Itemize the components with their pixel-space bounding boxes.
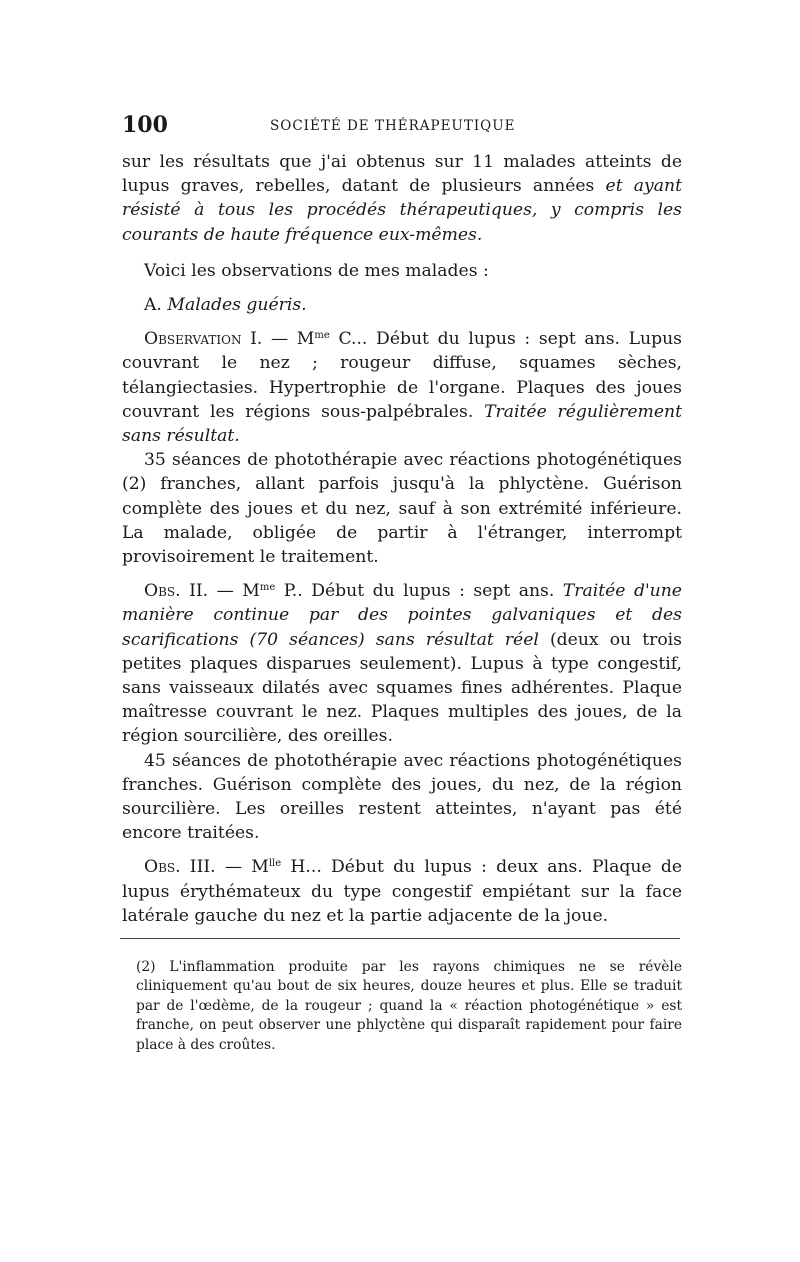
intro-italic-text: et ayant résisté à tous les procédés thérapeutiques, y compris les courants de haute fréquence eux-mêmes.: [122, 176, 682, 245]
obs3-text: H... Début du lupus : deux ans. Plaque de lupus érythémateux du type congestif empiétant sur la face latérale gauche du nez et la partie adjacente de la joue.: [122, 857, 682, 926]
observation-1-treatment: [122, 448, 682, 569]
obs1-italic: Traitée régulièrement sans résultat.: [122, 401, 682, 447]
footnote: [122, 958, 682, 1055]
page-number: 100: [122, 112, 168, 138]
obs3-sup: lle: [268, 858, 282, 870]
body-text: [122, 150, 682, 928]
voici-text: Voici les observations de mes malades :: [144, 260, 489, 281]
footnote-text: (2) L'inflammation produite par les rayons chimiques ne se révèle cliniquement qu'au bout de six heures, douze heures et plus. Elle se traduit par de l'œdème, de la rougeur ; quand la « réaction photogénétique » est franche, on peut observer une phlyctène qui disparaît rapidement pour faire place à des croûtes.: [136, 959, 682, 1053]
observation-1: [122, 327, 682, 448]
obs1-sup: me: [314, 330, 330, 342]
obs3-dash: — M: [215, 857, 269, 878]
section-a-letter: A.: [144, 295, 162, 316]
intro-text: sur les résultats que j'ai obtenus sur 11 malades atteints de lupus graves, rebelles, datant de plusieurs années: [122, 152, 682, 197]
obs2-label: Obs. II.: [144, 581, 209, 602]
obs1-dash: — M: [262, 329, 315, 350]
obs2-text2: (deux ou trois petites plaques disparues seulement). Lupus à type congestif, sans vaisseaux dilatés avec squames fines adhérentes. Plaque maîtresse couvrant le nez. Plaques multiples des joues, de la région sourcilière, des oreilles.: [122, 629, 682, 747]
running-title: SOCIÉTÉ DE THÉRAPEUTIQUE: [270, 118, 516, 134]
section-a-heading: [122, 293, 682, 317]
section-a-title: Malades guéris.: [167, 295, 307, 316]
obs3-label: Obs. III.: [144, 857, 216, 878]
obs2-italic: Traitée d'une manière continue par des pointes galvaniques et des scarifications (70 séances) sans résultat réel: [122, 581, 682, 650]
obs2-text1: P.. Début du lupus : sept ans.: [275, 581, 563, 602]
obs1-para2: 35 séances de photothérapie avec réactions photogénétiques (2) franches, allant parfois jusqu'à la phlyctène. Guérison complète des joues et du nez, sauf à son extrémité inférieure. La malade, obligée de partir à l'étranger, interrompt provisoirement le traitement.: [122, 450, 682, 568]
observation-2-treatment: [122, 749, 682, 846]
obs2-dash: — M: [208, 581, 260, 602]
obs2-sup: me: [259, 582, 276, 594]
obs1-text: C... Début du lupus : sept ans. Lupus couvrant le nez ; rougeur diffuse, squames sèches, télangiectasies. Hypertrophie de l'organe. Plaques des joues couvrant les régions sous-palpébrales.: [122, 329, 683, 422]
footnote-rule: [120, 938, 680, 939]
intro-paragraph: [122, 150, 682, 247]
running-head: [122, 112, 682, 142]
voici-paragraph: [122, 259, 682, 283]
obs2-para2: 45 séances de photothérapie avec réactions photogénétiques franches. Guérison complète des joues, du nez, de la région sourcilière. Les oreilles restent atteintes, n'ayant pas été encore traitées.: [122, 750, 682, 844]
observation-2: [122, 579, 682, 748]
obs1-label: Observation I.: [144, 329, 263, 350]
observation-3: [122, 855, 682, 928]
